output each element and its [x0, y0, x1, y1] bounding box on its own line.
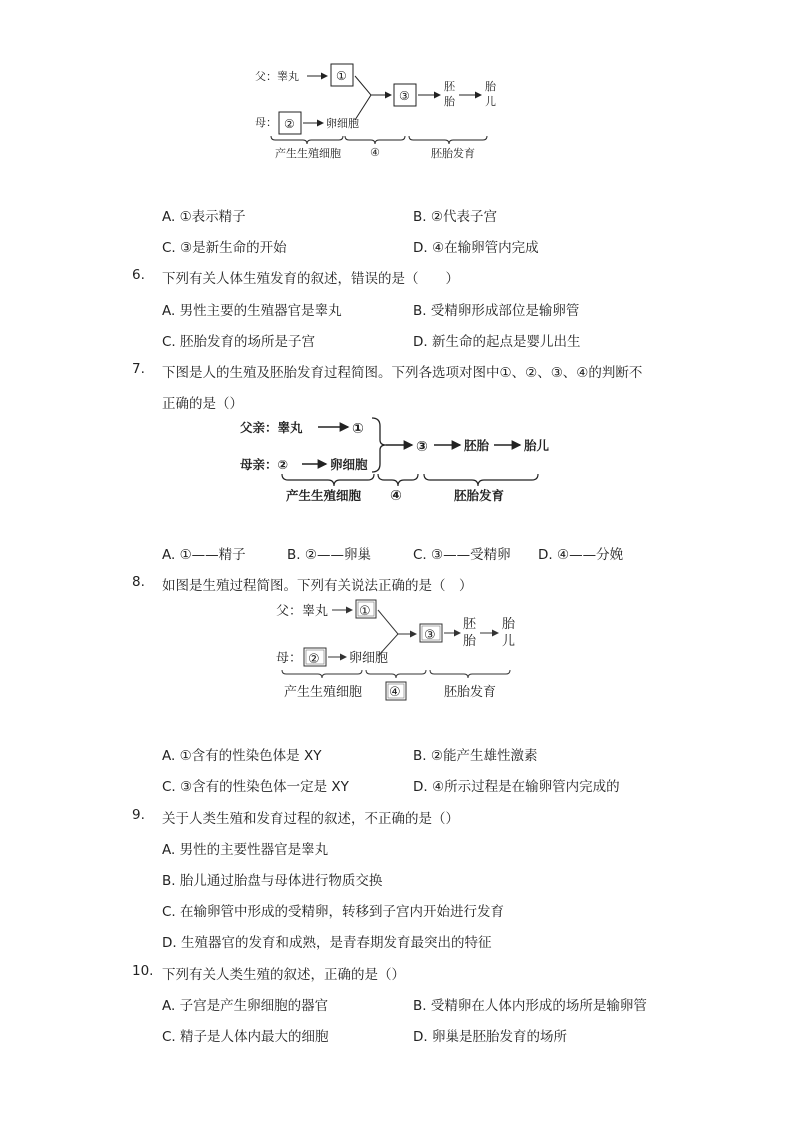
- d2-fetus: 胎儿: [524, 438, 550, 453]
- fetus-b: 儿: [485, 95, 496, 108]
- d3-egg-label: 卵细胞: [349, 651, 389, 666]
- d3-circle-3: ③: [424, 628, 436, 643]
- q7-text-line2: 正确的是（）: [162, 396, 243, 412]
- d3-embryo-b: 胎: [463, 634, 477, 649]
- q6-option-a[interactable]: A. 男性主要的生殖器官是睾丸: [162, 303, 342, 319]
- mother-label: 母：: [255, 116, 277, 129]
- circle-1: ①: [336, 69, 347, 83]
- d3-label-4: ④: [389, 685, 401, 700]
- d3-circle-2: ②: [308, 652, 320, 667]
- q6-number: 6.: [132, 267, 145, 283]
- d3-fetus-b: 儿: [502, 634, 516, 649]
- q8-option-c[interactable]: C. ③含有的性染色体一定是 XY: [162, 779, 349, 795]
- q6-option-c[interactable]: C. 胚胎发育的场所是子宫: [162, 334, 316, 350]
- d2-dev-label: 胚胎发育: [454, 488, 505, 503]
- q10-text: 下列有关人类生殖的叙述，正确的是（）: [162, 967, 405, 983]
- q7-option-c[interactable]: C. ③——受精卵: [413, 547, 511, 563]
- label-4: ④: [370, 146, 380, 159]
- diagram-1: [245, 58, 515, 168]
- diagram-2: [232, 412, 562, 507]
- q6-option-d[interactable]: D. 新生命的起点是婴儿出生: [413, 334, 581, 350]
- q7-option-a[interactable]: A. ①——精子: [162, 547, 246, 563]
- d2-circle-1: ①: [352, 421, 364, 437]
- d2-label-4: ④: [390, 488, 402, 504]
- embryo-b: 胎: [444, 95, 455, 108]
- d3-fetus-a: 胎: [502, 617, 516, 632]
- q8-option-d[interactable]: D. ④所示过程是在输卵管内完成的: [413, 779, 620, 795]
- d2-egg-label: 卵细胞: [330, 457, 368, 472]
- circle-3: ③: [399, 89, 410, 103]
- q10-option-a[interactable]: A. 子宫是产生卵细胞的器官: [162, 998, 329, 1014]
- q5-option-b[interactable]: B. ②代表子宫: [413, 209, 497, 225]
- q9-option-b[interactable]: B. 胎儿通过胎盘与母体进行物质交换: [162, 873, 383, 889]
- q10-option-b[interactable]: B. 受精卵在人体内形成的场所是输卵管: [413, 998, 647, 1014]
- q7-option-b[interactable]: B. ②——卵巢: [287, 547, 371, 563]
- d2-embryo: 胚胎: [464, 438, 490, 453]
- d3-circle-1: ①: [359, 604, 371, 619]
- circle-2: ②: [284, 117, 295, 131]
- q8-option-a[interactable]: A. ①含有的性染色体是 XY: [162, 748, 322, 764]
- q9-text: 关于人类生殖和发育过程的叙述，不正确的是（）: [162, 811, 459, 827]
- fetus-a: 胎: [485, 80, 496, 93]
- q9-option-a[interactable]: A. 男性的主要性器官是睾丸: [162, 842, 329, 858]
- q10-number: 10.: [132, 963, 154, 979]
- d2-circle-3: ③: [416, 439, 428, 455]
- d2-father-label: 父亲：睾丸: [240, 420, 303, 435]
- q7-text-line1: 下图是人的生殖及胚胎发育过程简图。下列各选项对图中①、②、③、④的判断不: [162, 365, 643, 381]
- d3-cells-label: 产生生殖细胞: [284, 685, 363, 700]
- d3-embryo-a: 胚: [463, 617, 477, 632]
- q9-number: 9.: [132, 807, 145, 823]
- embryo-a: 胚: [444, 80, 455, 93]
- cells-label: 产生生殖细胞: [275, 147, 341, 160]
- q9-option-d[interactable]: D. 生殖器官的发育和成熟，是青春期发育最突出的特征: [162, 935, 492, 951]
- q10-option-c[interactable]: C. 精子是人体内最大的细胞: [162, 1029, 329, 1045]
- q6-text: 下列有关人体生殖发育的叙述，错误的是（ ）: [162, 271, 459, 287]
- d3-father-label: 父：睾丸: [276, 604, 329, 619]
- father-label: 父：睾丸: [255, 70, 299, 83]
- q5-option-d[interactable]: D. ④在输卵管内完成: [413, 240, 539, 256]
- dev-label: 胚胎发育: [431, 147, 475, 160]
- d3-dev-label: 胚胎发育: [444, 685, 497, 700]
- d2-mother-label: 母亲：②: [240, 457, 289, 472]
- q9-option-c[interactable]: C. 在输卵管中形成的受精卵，转移到子宫内开始进行发育: [162, 904, 505, 920]
- q10-option-d[interactable]: D. 卵巢是胚胎发育的场所: [413, 1029, 567, 1045]
- q6-option-b[interactable]: B. 受精卵形成部位是输卵管: [413, 303, 580, 319]
- q7-option-d[interactable]: D. ④——分娩: [538, 547, 624, 563]
- diagram-3: [270, 596, 530, 706]
- d2-cells-label: 产生生殖细胞: [286, 488, 362, 503]
- q8-option-b[interactable]: B. ②能产生雄性激素: [413, 748, 538, 764]
- d3-mother-label: 母：: [276, 651, 303, 666]
- q7-number: 7.: [132, 361, 145, 377]
- q5-option-a[interactable]: A. ①表示精子: [162, 209, 246, 225]
- q5-option-c[interactable]: C. ③是新生命的开始: [162, 240, 287, 256]
- egg-label: 卵细胞: [326, 117, 359, 130]
- q8-text: 如图是生殖过程简图。下列有关说法正确的是（ ）: [162, 578, 473, 594]
- q8-number: 8.: [132, 574, 145, 590]
